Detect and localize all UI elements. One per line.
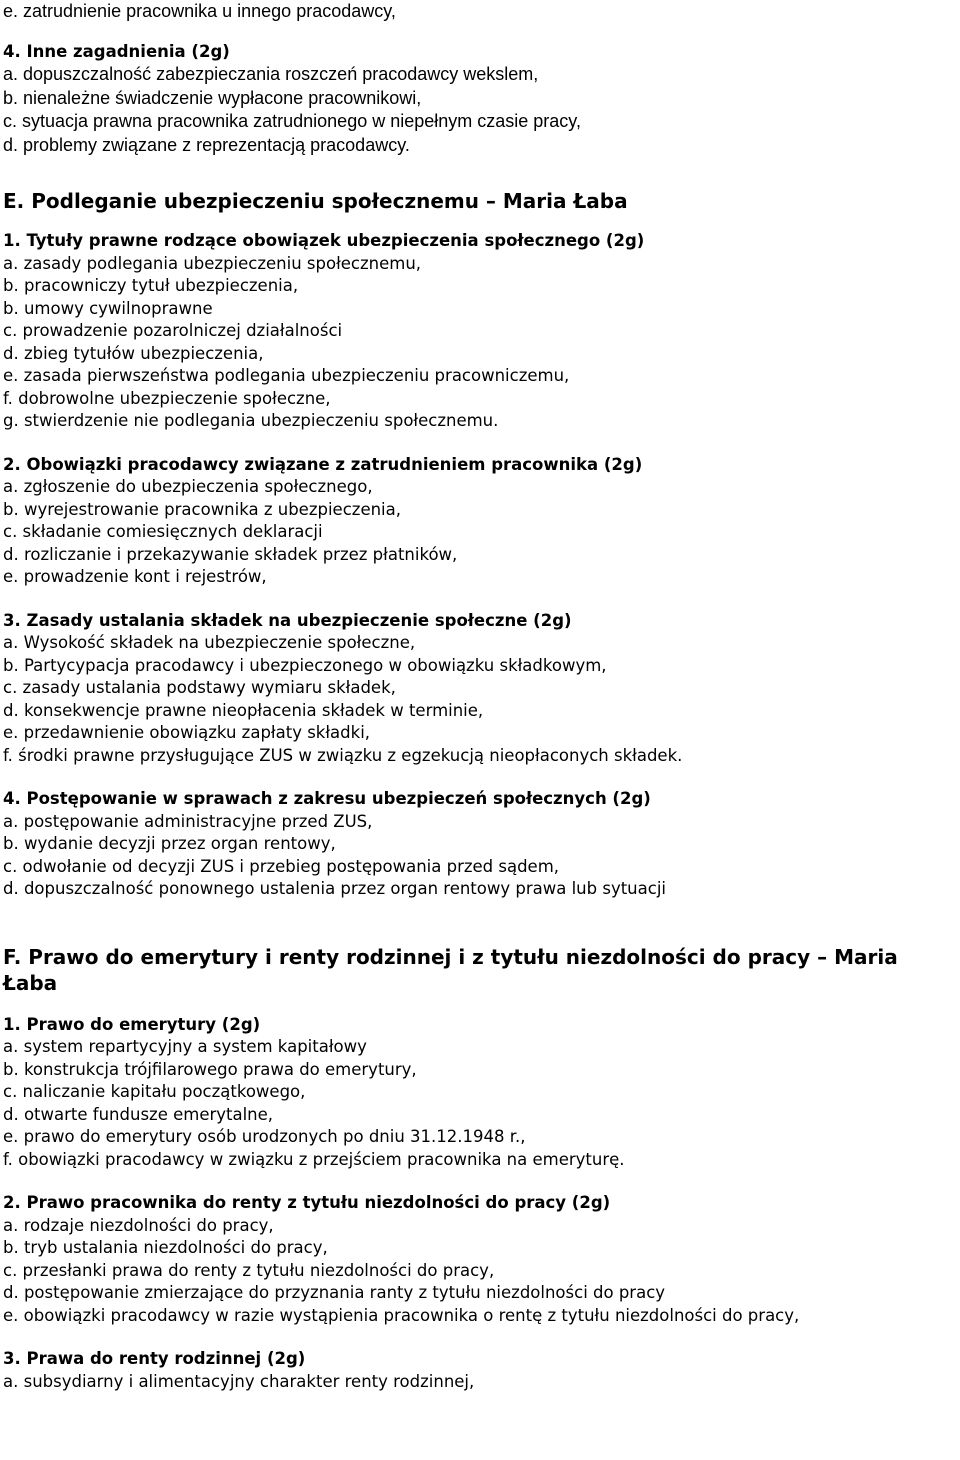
list-item: d. zbieg tytułów ubezpieczenia, — [3, 343, 264, 363]
list-item: e. zasada pierwszeństwa podlegania ubezpieczeniu pracowniczemu, — [3, 366, 570, 385]
list-item: d. rozliczanie i przekazywanie składek przez płatników, — [3, 544, 458, 564]
list-item: f. środki prawne przysługujące ZUS w związku z egzekucją nieopłaconych składek. — [3, 745, 683, 765]
list-item: b. Partycypacja pracodawcy i ubezpieczonego w obowiązku składkowym, — [3, 655, 607, 675]
subsection — [3, 454, 958, 589]
subsection-heading: 3. Prawa do renty rodzinnej (2g) — [3, 1349, 306, 1368]
list-item: c. prowadzenie pozarolniczej działalności — [3, 321, 343, 340]
list-item: c. zasady ustalania podstawy wymiaru składek, — [3, 678, 396, 697]
subsection-heading: 4. Inne zagadnienia (2g) — [3, 41, 230, 61]
subsection — [3, 788, 958, 901]
list-item: g. stwierdzenie nie podlegania ubezpieczeniu społecznemu. — [3, 411, 499, 430]
list-item: c. sytuacja prawna pracownika zatrudnionego w niepełnym czasie pracy, — [3, 111, 581, 131]
list-item: c. naliczanie kapitału początkowego, — [3, 1082, 306, 1101]
subsection-heading: 3. Zasady ustalania składek na ubezpieczenie społeczne (2g) — [3, 610, 572, 630]
subsection — [3, 1014, 958, 1172]
list-item: f. dobrowolne ubezpieczenie społeczne, — [3, 388, 331, 408]
list-item: c. przesłanki prawa do renty z tytułu niezdolności do pracy, — [3, 1260, 495, 1280]
list-item: e. obowiązki pracodawcy w razie wystąpienia pracownika o rentę z tytułu niezdolności do pracy, — [3, 1305, 800, 1325]
subsection-heading: 1. Prawo do emerytury (2g) — [3, 1014, 261, 1034]
list-item: f. obowiązki pracodawcy w związku z przejściem pracownika na emeryturę. — [3, 1149, 625, 1169]
subsection-heading: 4. Postępowanie w sprawach z zakresu ubezpieczeń społecznych (2g) — [3, 789, 651, 808]
list-item: d. konsekwencje prawne nieopłacenia składek w terminie, — [3, 700, 484, 720]
list-item: d. problemy związane z reprezentacją pracodawcy. — [3, 134, 410, 155]
list-item: a. subsydiarny i alimentacyjny charakter renty rodzinnej, — [3, 1371, 475, 1391]
list-item: b. konstrukcja trójfilarowego prawa do emerytury, — [3, 1059, 417, 1079]
list-item: c. odwołanie od decyzji ZUS i przebieg postępowania przed sądem, — [3, 856, 560, 876]
section-e — [3, 188, 958, 901]
section-f — [3, 944, 958, 1394]
list-item: b. wydanie decyzji przez organ rentowy, — [3, 834, 336, 853]
list-item: a. zgłoszenie do ubezpieczenia społecznego, — [3, 477, 373, 496]
list-item: d. postępowanie zmierzające do przyznania ranty z tytułu niezdolności do pracy — [3, 1283, 666, 1302]
list-item: c. składanie comiesięcznych deklaracji — [3, 522, 323, 541]
list-item: a. Wysokość składek na ubezpieczenie społeczne, — [3, 633, 416, 652]
document-page — [3, 0, 958, 1393]
list-item: b. pracowniczy tytuł ubezpieczenia, — [3, 276, 299, 295]
list-item: e. prawo do emerytury osób urodzonych po dniu 31.12.1948 r., — [3, 1127, 526, 1146]
list-item: b. nienależne świadczenie wypłacone pracownikowi, — [3, 87, 422, 108]
list-item: e. prowadzenie kont i rejestrów, — [3, 567, 267, 586]
list-item: a. postępowanie administracyjne przed ZUS, — [3, 811, 373, 831]
list-item: d. dopuszczalność ponownego ustalenia przez organ rentowy prawa lub sytuacji — [3, 879, 666, 898]
list-item: b. umowy cywilnoprawne — [3, 298, 213, 318]
list-item: a. system repartycyjny a system kapitałowy — [3, 1037, 367, 1056]
section-title: E. Podleganie ubezpieczeniu społecznemu – Maria Łaba — [3, 189, 628, 213]
subsection-heading: 1. Tytuły prawne rodzące obowiązek ubezpieczenia społecznego (2g) — [3, 231, 645, 250]
list-item: e. zatrudnienie pracownika u innego pracodawcy, — [3, 1, 396, 21]
subsection — [3, 230, 958, 433]
subsection-heading: 2. Obowiązki pracodawcy związane z zatrudnieniem pracownika (2g) — [3, 454, 643, 474]
subsection — [3, 610, 958, 768]
list-item: e. przedawnienie obowiązku zapłaty składki, — [3, 723, 371, 742]
subsection-heading: 2. Prawo pracownika do renty z tytułu niezdolności do pracy (2g) — [3, 1193, 611, 1212]
section-title: F. Prawo do emerytury i renty rodzinnej i z tytułu niezdolności do pracy – Maria Łaba — [3, 944, 898, 995]
subsection-inne — [3, 41, 958, 158]
subsection — [3, 1192, 958, 1327]
list-item: b. tryb ustalania niezdolności do pracy, — [3, 1238, 328, 1257]
subsection — [3, 1348, 958, 1393]
list-item: d. otwarte fundusze emerytalne, — [3, 1104, 274, 1124]
list-item: a. zasady podlegania ubezpieczeniu społecznemu, — [3, 253, 422, 273]
list-item: a. dopuszczalność zabezpieczania roszczeń pracodawcy wekslem, — [3, 64, 539, 84]
list-item: b. wyrejestrowanie pracownika z ubezpieczenia, — [3, 499, 401, 519]
list-item: a. rodzaje niezdolności do pracy, — [3, 1215, 274, 1235]
